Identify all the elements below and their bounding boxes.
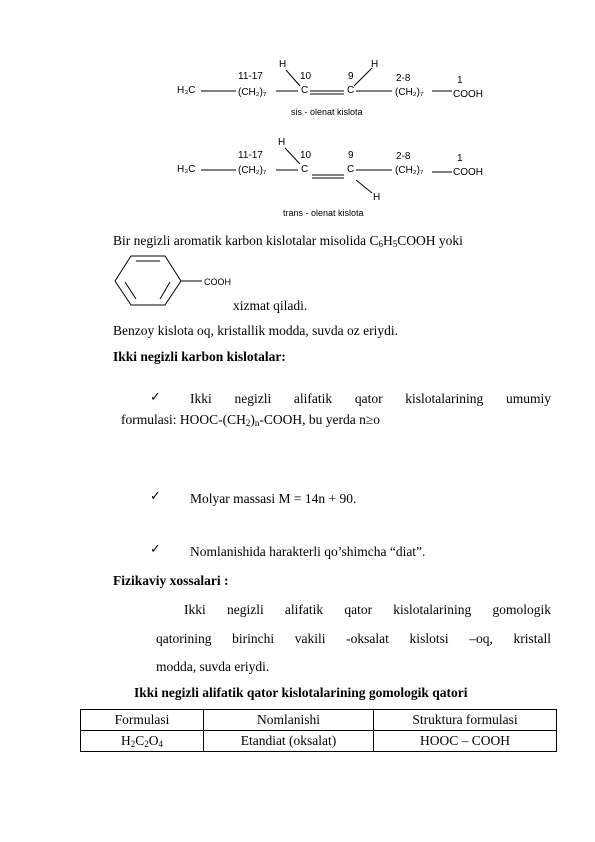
physical-heading: Fizikaviy xossalari :	[113, 573, 229, 588]
bullet1-line1: Ikki negizli alifatik qator kislotalarining umumiy	[190, 391, 551, 406]
trans-cooh: COOH	[453, 167, 483, 178]
trans-ch2-left: (CH₂)₇	[238, 165, 267, 176]
checkmark-icon: ✓	[150, 542, 161, 557]
cis-h-right: H	[371, 59, 379, 70]
homolog-table	[80, 709, 557, 752]
trans-bond-lines	[0, 130, 595, 220]
benzoic-h: H	[382, 233, 393, 248]
table-header-row	[81, 710, 557, 731]
trans-ch2-right: (CH₂)₇	[395, 165, 424, 176]
cis-c-left: C	[301, 85, 309, 96]
dibasic-heading: Ikki negizli karbon kislotalar:	[113, 349, 286, 364]
benzene-cooh: COOH	[204, 277, 231, 287]
trans-h3c: H₃C	[177, 164, 196, 175]
cell-name: Etandiat (oksalat)	[204, 731, 374, 752]
trans-c-left: C	[301, 164, 309, 175]
cell-formula: $H_2C_2O_4$	[81, 731, 204, 752]
checkmark-icon: ✓	[150, 390, 161, 405]
bullet1-sub2: 2	[245, 418, 251, 428]
physical-para-line3: modda, suvda eriydi.	[156, 659, 270, 674]
cis-cooh: COOH	[453, 89, 483, 100]
benzoic-intro-prefix: Bir negizli aromatik karbon kislotalar misolida C	[113, 233, 379, 248]
cell-structure: HOOC – COOH	[374, 731, 557, 752]
cis-locant-11-17: 11-17	[238, 71, 263, 82]
trans-c-right: C	[347, 164, 355, 175]
cis-h3c: H₃C	[177, 85, 196, 96]
table-title: Ikki negizli alifatik qator kislotalarining gomologik qatori	[134, 685, 468, 700]
benzoic-intro	[113, 233, 463, 249]
trans-h-bottom: H	[373, 192, 381, 203]
trans-locant-2-8: 2-8	[396, 151, 411, 162]
cis-caption: sis - olenat kislota	[291, 107, 363, 117]
bullet3-text: Nomlanishida harakterli qo’shimcha “diat”.	[190, 544, 426, 559]
trans-locant-9: 9	[348, 150, 354, 161]
table-row	[81, 731, 557, 752]
bullet1-prefix: formulasi: HOOC-(CH	[121, 412, 246, 427]
cis-locant-9: 9	[348, 71, 354, 82]
trans-h-top: H	[278, 137, 286, 148]
header-formula: Formulasi	[81, 710, 204, 731]
header-name: Nomlanishi	[204, 710, 374, 731]
benzoic-intro-suffix: COOH yoki	[397, 233, 463, 248]
checkmark-icon: ✓	[150, 489, 161, 504]
trans-locant-10: 10	[300, 150, 312, 161]
physical-para-line2: qatorining birinchi vakili -oksalat kislotsi –oq, kristall	[156, 631, 551, 646]
cis-locant-2-8: 2-8	[396, 73, 411, 84]
bullet1-subn: n	[254, 418, 260, 428]
header-structure: Struktura formulasi	[374, 710, 557, 731]
bullet1-suffix: -COOH, bu yerda n≥o	[259, 412, 381, 427]
benzoic-role: xizmat qiladi.	[233, 298, 308, 313]
cis-locant-10: 10	[300, 71, 312, 82]
benzoic-sub6: 6	[378, 239, 383, 249]
cis-c-right: C	[347, 85, 355, 96]
trans-caption: trans - olenat kislota	[283, 208, 364, 218]
bullet1-line2: formulasi: HOOC-$(CH_2)_n$-COOH, bu yerda n≥o	[121, 412, 381, 428]
cis-ch2-left: (CH₂)₇	[238, 87, 267, 98]
cis-locant-1: 1	[457, 75, 463, 86]
trans-locant-11-17: 11-17	[238, 150, 263, 161]
cis-ch2-right: (CH₂)₇	[395, 87, 424, 98]
physical-para-line1: Ikki negizli alifatik qator kislotalarining gomologik	[184, 602, 551, 617]
benzoic-properties: Benzoy kislota oq, kristallik modda, suvda oz eriydi.	[113, 323, 398, 338]
bullet2-text: Molyar massasi M = 14n + 90.	[190, 491, 357, 506]
cis-h-left: H	[279, 59, 287, 70]
benzoic-sub5: 5	[392, 239, 398, 249]
trans-locant-1: 1	[457, 153, 463, 164]
